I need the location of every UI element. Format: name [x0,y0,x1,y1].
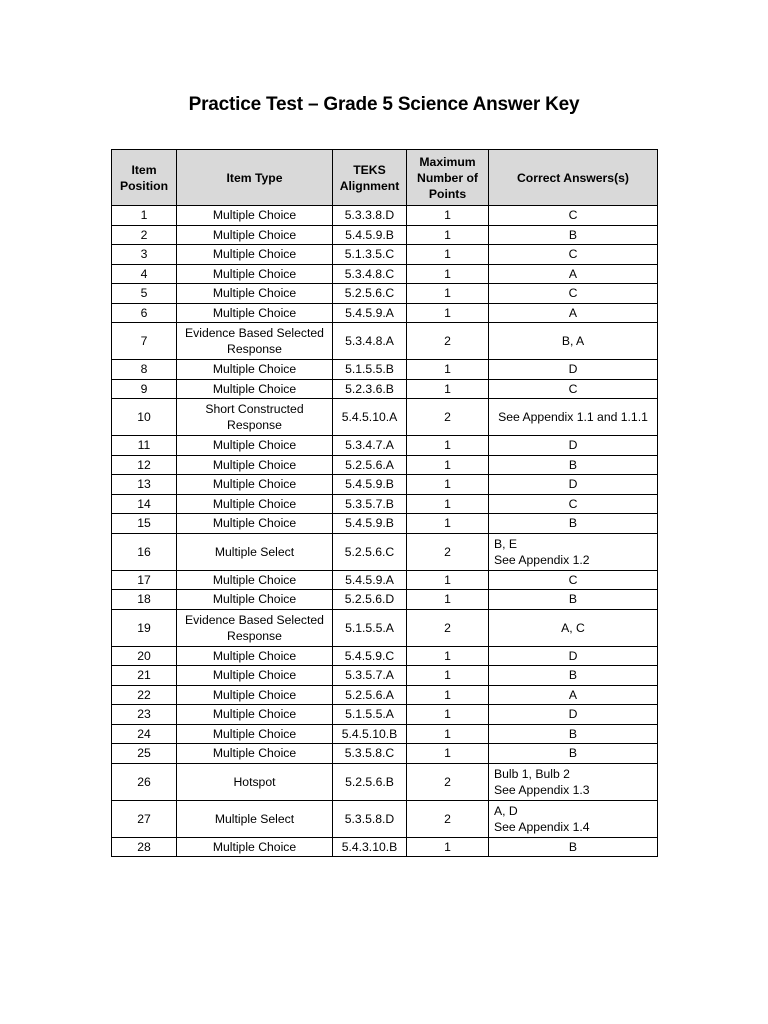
correct-answer-cell [489,436,658,456]
item-type-line: Response [227,342,282,356]
correct-answer-line: C [568,496,578,511]
table-row [112,763,658,800]
item-type-line: Multiple Choice [212,746,297,761]
correct-answer-cell [489,763,658,800]
correct-answer-line: C [568,381,578,396]
table-row [112,590,658,610]
item-position-cell: 6 [112,303,177,323]
teks-alignment-cell: 5.4.3.10.B [333,837,407,857]
item-type-cell [177,399,333,436]
item-type-cell [177,494,333,514]
item-type-line: Multiple Choice [212,208,297,223]
correct-answer-line: See Appendix 1.4 [494,819,590,834]
item-type-cell [177,475,333,495]
item-position-cell: 16 [112,533,177,570]
correct-answer-cell [489,570,658,590]
item-position-cell: 27 [112,800,177,837]
item-type-cell [177,284,333,304]
max-points-cell: 1 [407,685,489,705]
teks-alignment-cell: 5.3.5.8.C [333,744,407,764]
header-max-points: Maximum Number of Points [407,150,489,206]
correct-answer-line: Bulb 1, Bulb 2 [494,766,570,781]
correct-answer-cell [489,225,658,245]
item-type-line: Response [227,418,282,432]
item-type-cell [177,264,333,284]
teks-alignment-cell: 5.4.5.10.A [333,399,407,436]
teks-alignment-cell: 5.1.5.5.A [333,705,407,725]
max-points-cell: 1 [407,379,489,399]
teks-alignment-cell: 5.3.5.7.B [333,494,407,514]
item-type-line: Multiple Choice [212,438,297,453]
teks-alignment-cell: 5.2.5.6.D [333,590,407,610]
correct-answer-line: D [568,707,578,722]
item-position-cell: 19 [112,609,177,646]
max-points-cell: 1 [407,724,489,744]
table-row [112,666,658,686]
item-position-cell: 26 [112,763,177,800]
item-type-cell [177,206,333,226]
max-points-cell: 1 [407,475,489,495]
table-row [112,837,658,857]
header-correct-answers: Correct Answers(s) [489,150,658,206]
item-type-line: Response [227,628,282,643]
table-header [112,150,658,206]
item-type-cell [177,436,333,456]
max-points-cell: 2 [407,609,489,646]
table-row [112,303,658,323]
correct-answer-cell [489,284,658,304]
max-points-cell: 2 [407,800,489,837]
max-points-cell: 1 [407,744,489,764]
item-position-cell: 25 [112,744,177,764]
max-points-cell: 1 [407,245,489,265]
item-type-line: Multiple Choice [212,496,297,511]
teks-alignment-cell: 5.2.5.6.C [333,284,407,304]
item-type-line: Multiple Choice [212,457,297,472]
item-type-cell [177,837,333,857]
item-type-line: Multiple Choice [212,247,297,262]
correct-answer-cell [489,264,658,284]
correct-answer-line: A, D [494,803,518,818]
item-type-line: Evidence Based Selected [185,612,324,627]
table-row [112,685,658,705]
teks-alignment-cell: 5.4.5.9.B [333,514,407,534]
teks-alignment-cell: 5.3.4.8.A [333,323,407,360]
max-points-cell: 1 [407,303,489,323]
table-row [112,800,658,837]
item-position-cell: 14 [112,494,177,514]
correct-answer-cell [489,666,658,686]
max-points-cell: 1 [407,705,489,725]
max-points-cell: 2 [407,399,489,436]
table-row [112,360,658,380]
correct-answer-line: B [568,839,578,854]
max-points-cell: 2 [407,533,489,570]
correct-answer-cell [489,455,658,475]
item-position-cell: 9 [112,379,177,399]
max-points-cell: 1 [407,570,489,590]
item-type-line: Multiple Choice [212,839,297,854]
table-row [112,744,658,764]
item-type-line: Multiple Choice [212,266,297,281]
table-row [112,284,658,304]
correct-answer-cell [489,323,658,360]
correct-answer-line: C [568,247,578,262]
teks-alignment-cell: 5.3.5.8.D [333,800,407,837]
teks-alignment-cell: 5.4.5.9.B [333,475,407,495]
max-points-cell: 1 [407,494,489,514]
teks-alignment-cell: 5.3.4.8.C [333,264,407,284]
teks-alignment-cell: 5.2.3.6.B [333,379,407,399]
table-row [112,724,658,744]
item-position-cell: 24 [112,724,177,744]
correct-answer-cell [489,206,658,226]
item-position-cell: 21 [112,666,177,686]
correct-answer-line: B [568,746,578,761]
correct-answer-line: B [568,457,578,472]
item-type-cell [177,609,333,646]
correct-answer-line: B [568,592,578,607]
item-position-cell: 4 [112,264,177,284]
teks-alignment-cell: 5.4.5.9.A [333,303,407,323]
item-type-cell [177,744,333,764]
item-type-cell [177,590,333,610]
teks-alignment-cell: 5.4.5.9.C [333,646,407,666]
correct-answer-cell [489,533,658,570]
correct-answer-line: B [568,227,578,242]
item-type-cell [177,323,333,360]
item-type-cell [177,455,333,475]
table-row [112,455,658,475]
correct-answer-line: See Appendix 1.1 and 1.1.1 [498,410,648,424]
correct-answer-cell [489,705,658,725]
correct-answer-cell [489,475,658,495]
teks-alignment-cell: 5.1.5.5.B [333,360,407,380]
correct-answer-cell [489,685,658,705]
teks-alignment-cell: 5.2.5.6.A [333,685,407,705]
max-points-cell: 1 [407,436,489,456]
item-type-cell [177,225,333,245]
item-position-cell: 13 [112,475,177,495]
max-points-cell: 1 [407,514,489,534]
item-type-line: Multiple Choice [212,687,297,702]
max-points-cell: 1 [407,206,489,226]
item-type-line: Multiple Choice [212,668,297,683]
table-body [112,206,658,857]
correct-answer-line: D [568,648,578,663]
correct-answer-cell [489,609,658,646]
item-type-line: Multiple Choice [212,362,297,377]
item-type-line: Hotspot [233,774,276,789]
header-item-type: Item Type [177,150,333,206]
item-type-line: Multiple Choice [212,648,297,663]
item-type-line: Short Constructed [205,402,304,416]
item-position-cell: 10 [112,399,177,436]
item-position-cell: 15 [112,514,177,534]
max-points-cell: 1 [407,264,489,284]
table-row [112,514,658,534]
max-points-cell: 1 [407,646,489,666]
max-points-cell: 1 [407,590,489,610]
item-type-cell [177,570,333,590]
item-type-line: Multiple Choice [212,305,297,320]
item-type-line: Multiple Choice [212,707,297,722]
item-type-line: Multiple Choice [212,381,297,396]
table-row [112,646,658,666]
item-type-cell [177,379,333,399]
item-type-line: Evidence Based Selected [185,326,324,340]
item-position-cell: 17 [112,570,177,590]
table-row [112,609,658,646]
correct-answer-cell [489,590,658,610]
correct-answer-cell [489,837,658,857]
correct-answer-line: D [568,362,578,377]
item-position-cell: 2 [112,225,177,245]
teks-alignment-cell: 5.4.5.9.B [333,225,407,245]
item-position-cell: 20 [112,646,177,666]
correct-answer-cell [489,514,658,534]
item-position-cell: 12 [112,455,177,475]
teks-alignment-cell: 5.3.5.7.A [333,666,407,686]
table-row [112,264,658,284]
item-type-cell [177,724,333,744]
max-points-cell: 1 [407,360,489,380]
correct-answer-cell [489,494,658,514]
correct-answer-cell [489,303,658,323]
correct-answer-line: A [568,305,578,320]
page-title: Practice Test – Grade 5 Science Answer Key [188,94,580,115]
teks-alignment-cell: 5.2.5.6.B [333,763,407,800]
item-type-cell [177,800,333,837]
correct-answer-line: D [568,438,578,453]
item-type-line: Multiple Choice [212,592,297,607]
table-row [112,436,658,456]
item-position-cell: 1 [112,206,177,226]
correct-answer-cell [489,360,658,380]
item-type-line: Multiple Select [214,811,295,826]
item-type-cell [177,763,333,800]
table-row [112,323,658,360]
max-points-cell: 2 [407,763,489,800]
teks-alignment-cell: 5.1.5.5.A [333,609,407,646]
item-position-cell: 28 [112,837,177,857]
item-position-cell: 22 [112,685,177,705]
correct-answer-cell [489,379,658,399]
item-type-cell [177,705,333,725]
item-type-line: Multiple Choice [212,572,297,587]
teks-alignment-cell: 5.3.3.8.D [333,206,407,226]
correct-answer-line: B [568,726,578,741]
correct-answer-line: A [568,687,578,702]
item-type-line: Multiple Choice [212,286,297,301]
item-position-cell: 23 [112,705,177,725]
item-type-cell [177,360,333,380]
correct-answer-line: B, A [561,334,585,348]
item-type-cell [177,685,333,705]
item-type-line: Multiple Select [214,544,295,559]
correct-answer-cell [489,646,658,666]
item-type-cell [177,533,333,570]
table-row [112,206,658,226]
table-row [112,379,658,399]
correct-answer-line: See Appendix 1.2 [494,552,590,567]
correct-answer-line: D [568,477,578,492]
max-points-cell: 1 [407,284,489,304]
correct-answer-line: B [568,516,578,531]
max-points-cell: 1 [407,837,489,857]
teks-alignment-cell: 5.4.5.10.B [333,724,407,744]
correct-answer-cell [489,399,658,436]
max-points-cell: 1 [407,455,489,475]
item-type-cell [177,666,333,686]
max-points-cell: 1 [407,666,489,686]
correct-answer-line: See Appendix 1.3 [494,782,590,797]
correct-answer-line: B [568,668,578,683]
correct-answer-line: A, C [561,620,585,635]
item-position-cell: 3 [112,245,177,265]
max-points-cell: 2 [407,323,489,360]
table-row [112,494,658,514]
item-position-cell: 8 [112,360,177,380]
item-type-cell [177,245,333,265]
correct-answer-cell [489,724,658,744]
max-points-cell: 1 [407,225,489,245]
correct-answer-line: B, E [494,536,518,551]
correct-answer-line: A [568,266,578,281]
correct-answer-cell [489,245,658,265]
teks-alignment-cell: 5.1.3.5.C [333,245,407,265]
teks-alignment-cell: 5.3.4.7.A [333,436,407,456]
item-position-cell: 5 [112,284,177,304]
teks-alignment-cell: 5.4.5.9.A [333,570,407,590]
item-type-cell [177,303,333,323]
table-row [112,399,658,436]
header-row [112,150,658,206]
item-type-cell [177,646,333,666]
header-item-position: Item Position [112,150,177,206]
item-type-line: Multiple Choice [212,477,297,492]
correct-answer-line: C [568,286,578,301]
item-position-cell: 11 [112,436,177,456]
table-row [112,225,658,245]
table-row [112,705,658,725]
table-row [112,245,658,265]
item-type-cell [177,514,333,534]
table-row [112,533,658,570]
item-position-cell: 7 [112,323,177,360]
correct-answer-line: C [568,208,578,223]
item-type-line: Multiple Choice [212,516,297,531]
teks-alignment-cell: 5.2.5.6.A [333,455,407,475]
table-row [112,475,658,495]
correct-answer-cell [489,800,658,837]
correct-answer-line: C [568,572,578,587]
item-type-line: Multiple Choice [212,227,297,242]
teks-alignment-cell: 5.2.5.6.C [333,533,407,570]
table-row [112,570,658,590]
item-position-cell: 18 [112,590,177,610]
item-type-line: Multiple Choice [212,726,297,741]
header-teks-alignment: TEKS Alignment [333,150,407,206]
correct-answer-cell [489,744,658,764]
answer-key-table [111,149,658,857]
